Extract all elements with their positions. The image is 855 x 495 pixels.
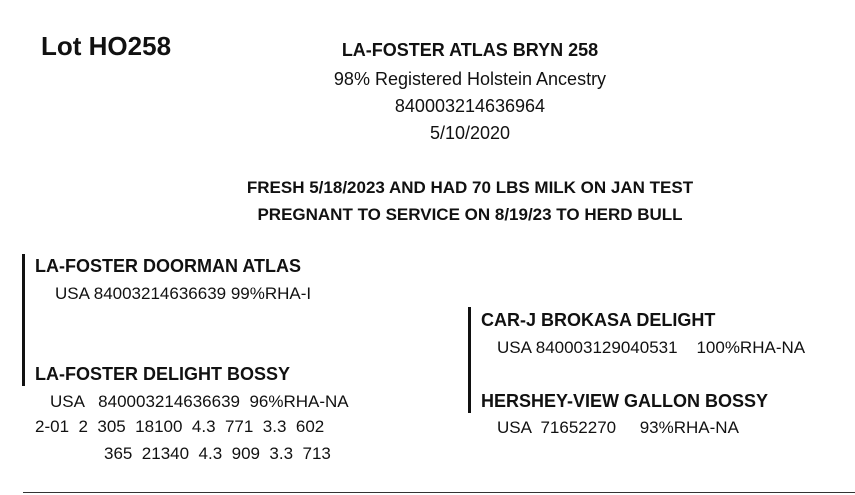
dam-record-2: 365 21340 4.3 909 3.3 713 [104, 444, 331, 463]
bottom-divider [23, 492, 855, 493]
dam-sire-detail: USA 840003129040531 100%RHA-NA [497, 338, 806, 357]
dam-name: LA-FOSTER DELIGHT BOSSY [35, 364, 291, 384]
animal-ancestry: 98% Registered Holstein Ancestry [333, 69, 607, 89]
animal-id: 840003214636964 [394, 96, 546, 116]
dam-sire-name: CAR-J BROKASA DELIGHT [481, 310, 716, 330]
dam-dam-detail: USA 71652270 93%RHA-NA [497, 418, 739, 437]
animal-birth-date: 5/10/2020 [429, 123, 511, 143]
sire-name: LA-FOSTER DOORMAN ATLAS [35, 256, 301, 276]
dam-record-1: 2-01 2 305 18100 4.3 771 3.3 602 [35, 417, 325, 436]
sire-dam-bracket [22, 254, 25, 386]
dam-parents-bracket [468, 307, 471, 413]
sire-detail: USA 84003214636639 99%RHA-I [55, 284, 312, 303]
lot-number: Lot HO258 [41, 31, 172, 61]
dam-detail: USA 840003214636639 96%RHA-NA [50, 392, 349, 411]
fresh-note: FRESH 5/18/2023 AND HAD 70 LBS MILK ON JAN TEST [246, 178, 694, 197]
animal-name: LA-FOSTER ATLAS BRYN 258 [341, 40, 599, 60]
pregnancy-note: PREGNANT TO SERVICE ON 8/19/23 TO HERD BULL [257, 205, 683, 224]
dam-dam-name: HERSHEY-VIEW GALLON BOSSY [481, 391, 769, 411]
